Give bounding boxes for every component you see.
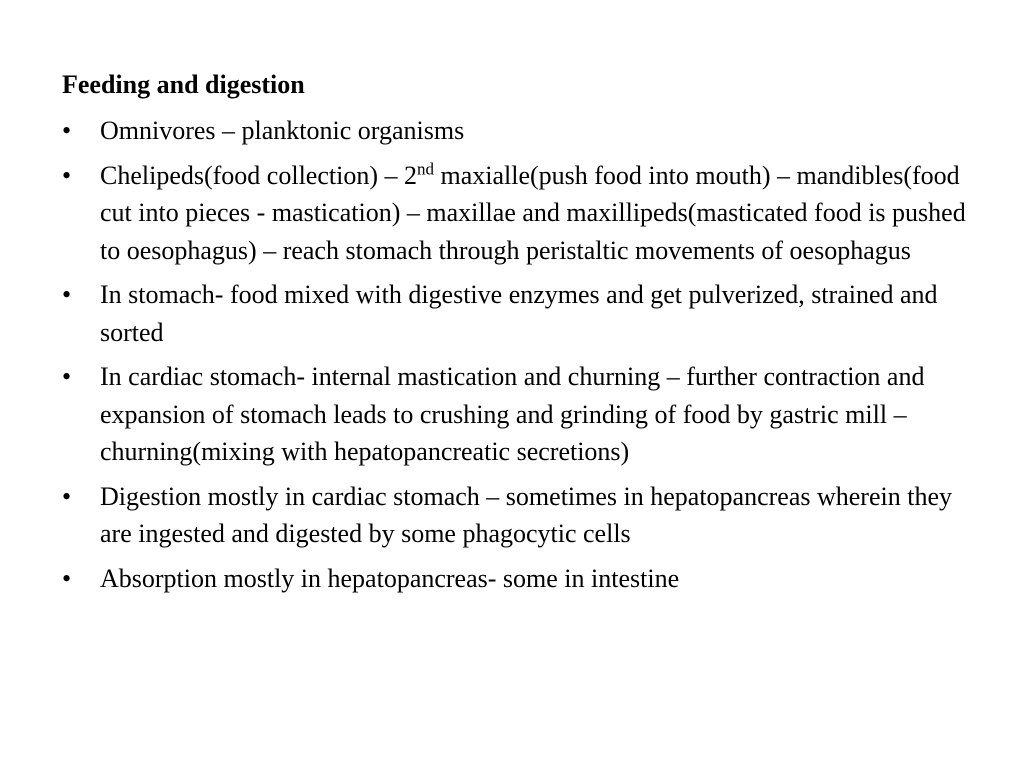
bullet-item-stomach	[62, 276, 982, 351]
bullet-text	[100, 157, 982, 270]
bullet-text: In cardiac stomach- internal mastication and churning – further contraction and expansion of stomach leads to crushing and grinding of food by gastric mill – churning(mixing with hepatopancreatic secretions)	[100, 362, 925, 466]
bullet-text: Absorption mostly in hepatopancreas- some in intestine	[100, 563, 680, 593]
slide-heading: Feeding and digestion	[62, 70, 305, 99]
bullet-list	[62, 112, 982, 604]
bullet-icon: •	[62, 362, 72, 391]
bullet-item-omnivores	[62, 112, 982, 150]
bullet-text: In stomach- food mixed with digestive enzymes and get pulverized, strained and sorted	[100, 280, 938, 347]
bullet-text: Omnivores – planktonic organisms	[100, 116, 465, 145]
bullet-icon: •	[62, 160, 72, 190]
bullet-icon: •	[62, 116, 72, 145]
bullet-icon: •	[62, 280, 72, 309]
bullet-item-absorption	[62, 560, 982, 598]
bullet-text-part-2: maxialle(push food into mouth) – mandibles(food cut into pieces - mastication) – maxillae and maxillipeds(masticated food is pushed to oesophagus) – reach stomach through peristaltic movements of oesophagus	[100, 160, 966, 265]
superscript-nd: nd	[416, 158, 434, 178]
bullet-item-chelipeds	[62, 157, 982, 270]
bullet-item-cardiac-stomach	[62, 358, 982, 471]
bullet-text: Digestion mostly in cardiac stomach – sometimes in hepatopancreas wherein they are ingested and digested by some phagocytic cells	[100, 481, 952, 548]
bullet-icon: •	[62, 481, 72, 511]
bullet-text-part-1: Chelipeds(food collection) – 2	[100, 160, 417, 190]
bullet-icon: •	[62, 563, 72, 593]
bullet-item-digestion	[62, 478, 982, 553]
